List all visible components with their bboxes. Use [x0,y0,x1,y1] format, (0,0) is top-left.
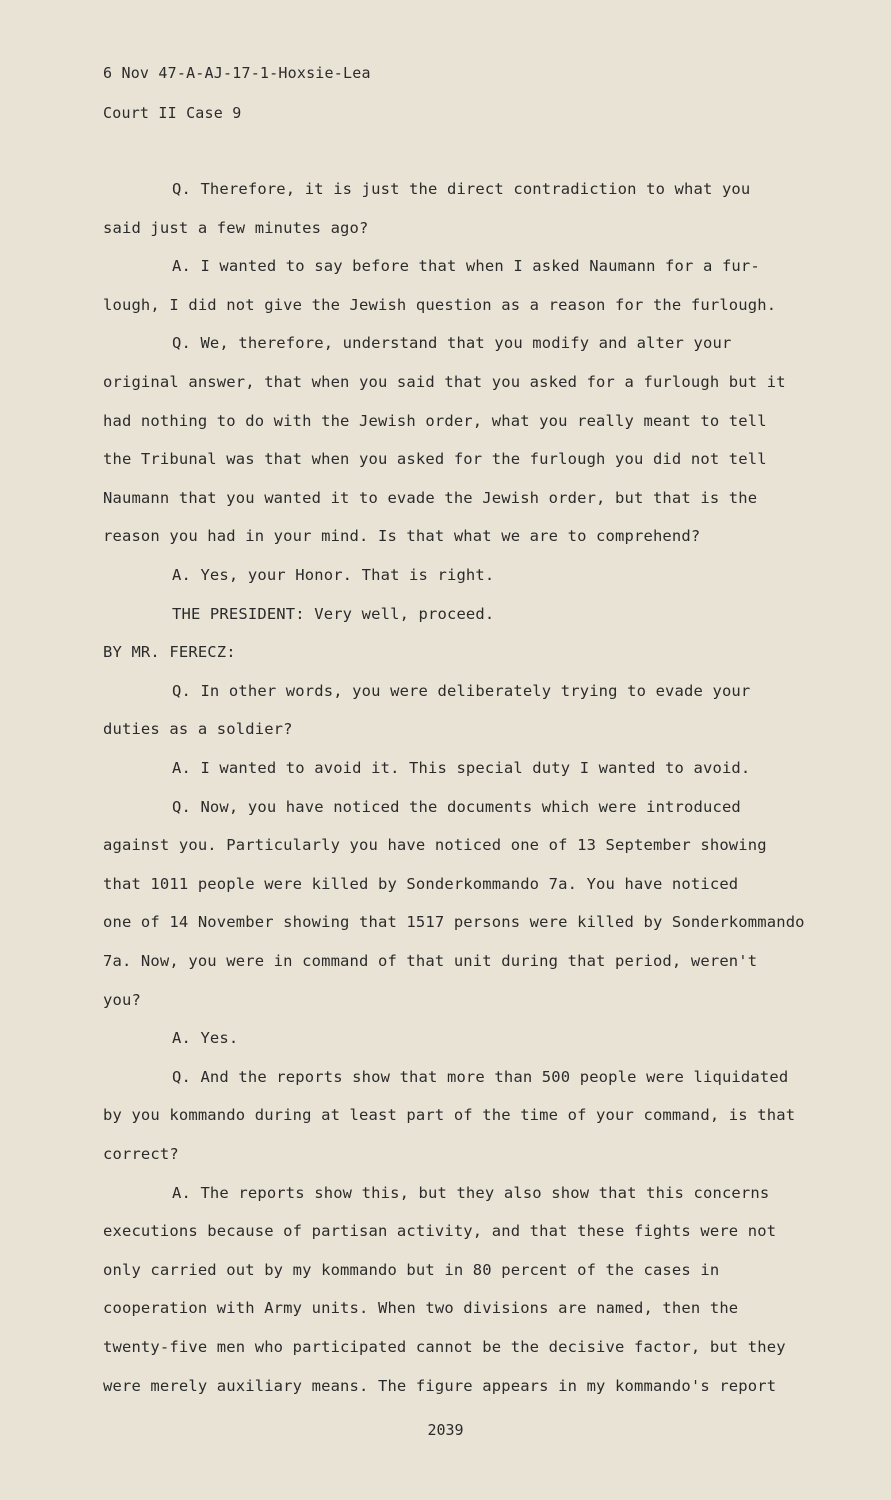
transcript-line: against you. Particularly you have noticed one of 13 September showing [103,836,767,854]
page-number: 2039 [427,1421,464,1439]
transcript-line: A. The reports show this, but they also show that this concerns [172,1184,770,1202]
transcript-line: Q. Therefore, it is just the direct contradiction to what you [172,180,751,198]
transcript-line: Q. Now, you have noticed the documents which were introduced [172,798,741,816]
transcript-line: that 1011 people were killed by Sonderkommando 7a. You have noticed [103,875,739,893]
transcript-line: BY MR. FERECZ: [103,643,236,661]
document-reference: 6 Nov 47-A-AJ-17-1-Hoxsie-Lea [103,64,371,82]
transcript-line: said just a few minutes ago? [103,219,369,237]
transcript-line: had nothing to do with the Jewish order, what you really meant to tell [103,412,767,430]
transcript-line: lough, I did not give the Jewish question as a reason for the furlough. [103,296,777,314]
transcript-line: reason you had in your mind. Is that what we are to comprehend? [103,527,701,545]
transcript-line: twenty-five men who participated cannot be the decisive factor, but they [103,1338,786,1356]
transcript-line: you? [103,991,141,1009]
transcript-line: by you kommando during at least part of the time of your command, is that [103,1106,796,1124]
transcript-line: only carried out by my kommando but in 80 percent of the cases in [103,1261,720,1279]
transcript-line: duties as a soldier? [103,720,293,738]
transcript-line: A. I wanted to avoid it. This special duty I wanted to avoid. [172,759,751,777]
transcript-line: A. Yes. [172,1029,239,1047]
transcript-line: Q. In other words, you were deliberately trying to evade your [172,682,751,700]
transcript-line: were merely auxiliary means. The figure appears in my kommando's report [103,1377,777,1395]
transcript-line: the Tribunal was that when you asked for the furlough you did not tell [103,450,767,468]
court-case-label: Court II Case 9 [103,104,242,122]
transcript-line: correct? [103,1145,179,1163]
transcript-line: Q. We, therefore, understand that you modify and alter your [172,334,732,352]
transcript-line: original answer, that when you said that you asked for a furlough but it [103,373,786,391]
transcript-line: Q. And the reports show that more than 500 people were liquidated [172,1068,789,1086]
transcript-line: A. I wanted to say before that when I asked Naumann for a fur- [172,257,760,275]
transcript-line: cooperation with Army units. When two divisions are named, then the [103,1299,739,1317]
transcript-line: THE PRESIDENT: Very well, proceed. [172,605,495,623]
transcript-line: A. Yes, your Honor. That is right. [172,566,495,584]
transcript-line: Naumann that you wanted it to evade the Jewish order, but that is the [103,489,758,507]
transcript-line: one of 14 November showing that 1517 persons were killed by Sonderkommando [103,913,805,931]
transcript-line: executions because of partisan activity, and that these fights were not [103,1222,777,1240]
transcript-line: 7a. Now, you were in command of that unit during that period, weren't [103,952,758,970]
